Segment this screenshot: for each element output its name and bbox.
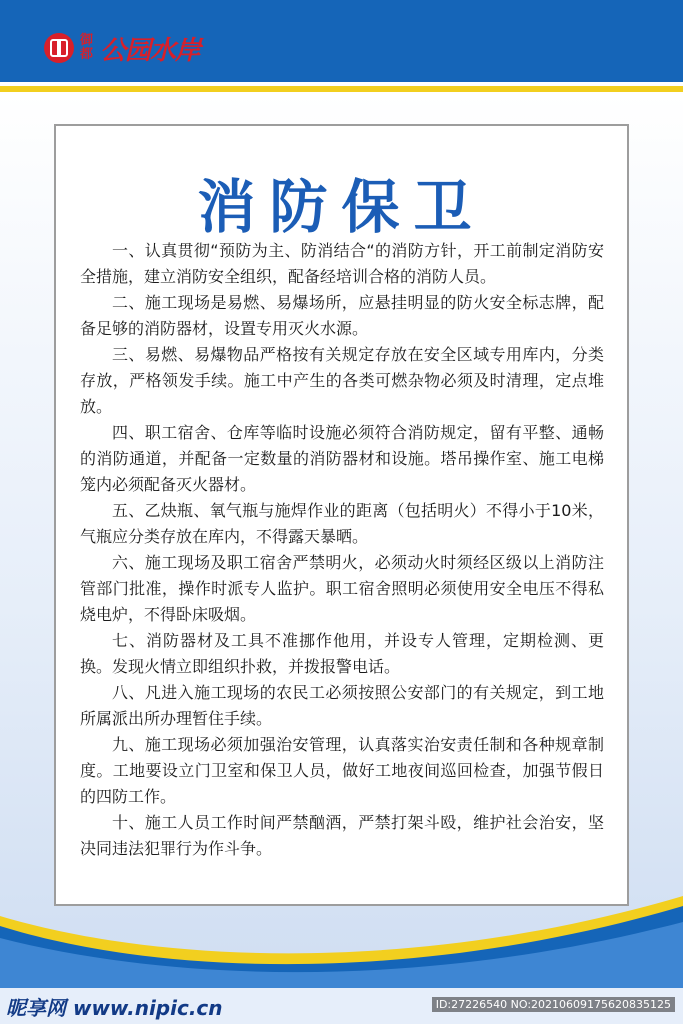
page-title: 消防保卫 xyxy=(197,173,486,241)
site-watermark: 昵享网 www.nipic.cn xyxy=(6,996,223,1020)
brand-logo xyxy=(44,26,200,70)
regulation-item: 十、施工人员工作时间严禁酗酒，严禁打架斗殴，维护社会治安，坚决同违法犯罪行为作斗争。 xyxy=(80,813,604,858)
regulation-list xyxy=(80,238,604,862)
regulation-item: 六、施工现场及职工宿舍严禁明火，必须动火时须经区级以上消防注管部门批准，操作时派专人监护。职工宿舍照明必须使用安全电压不得私烧电炉，不得卧床吸烟。 xyxy=(80,553,604,624)
regulation-item: 七、消防器材及工具不准挪作他用，并设专人管理，定期检测、更换。发现火情立即组织扑救，并拨报警电话。 xyxy=(80,631,604,676)
regulation-item: 一、认真贯彻“预防为主、防消结合“的消防方针，开工前制定消防安全措施，建立消防安全组织，配备经培训合格的消防人员。 xyxy=(80,241,604,286)
logo-subtitle: 御都 xyxy=(80,33,94,62)
regulation-item: 三、易燃、易爆物品严格按有关规定存放在安全区域专用库内，分类存放，严格领发手续。施工中产生的各类可燃杂物必须及时清理，定点堆放。 xyxy=(80,345,604,416)
image-id-label: ID:27226540 NO:20210609175620835125 xyxy=(432,997,675,1012)
document-panel xyxy=(54,124,629,906)
regulation-item: 五、乙炔瓶、氧气瓶与施焊作业的距离（包括明火）不得小于10米，气瓶应分类存放在库内，不得露天暴晒。 xyxy=(80,501,604,546)
regulation-item: 八、凡进入施工现场的农民工必须按照公安部门的有关规定，到工地所属派出所办理暂住手续。 xyxy=(80,683,604,728)
regulation-item: 四、职工宿舍、仓库等临时设施必须符合消防规定，留有平整、通畅的消防通道，并配备一定数量的消防器材和设施。塔吊操作室、施工电梯笼内必须配备灭火器材。 xyxy=(80,423,604,494)
regulation-item: 九、施工现场必须加强治安管理，认真落实治安责任制和各种规章制度。工地要设立门卫室和保卫人员，做好工地夜间巡回检查，加强节假日的四防工作。 xyxy=(80,735,604,806)
logo-name: 公园水岸 xyxy=(100,35,201,66)
regulation-item: 二、施工现场是易燃、易爆场所，应悬挂明显的防火安全标志牌，配备足够的消防器材，设置专用灭火水源。 xyxy=(80,293,604,338)
garden-seal-icon xyxy=(44,33,74,63)
